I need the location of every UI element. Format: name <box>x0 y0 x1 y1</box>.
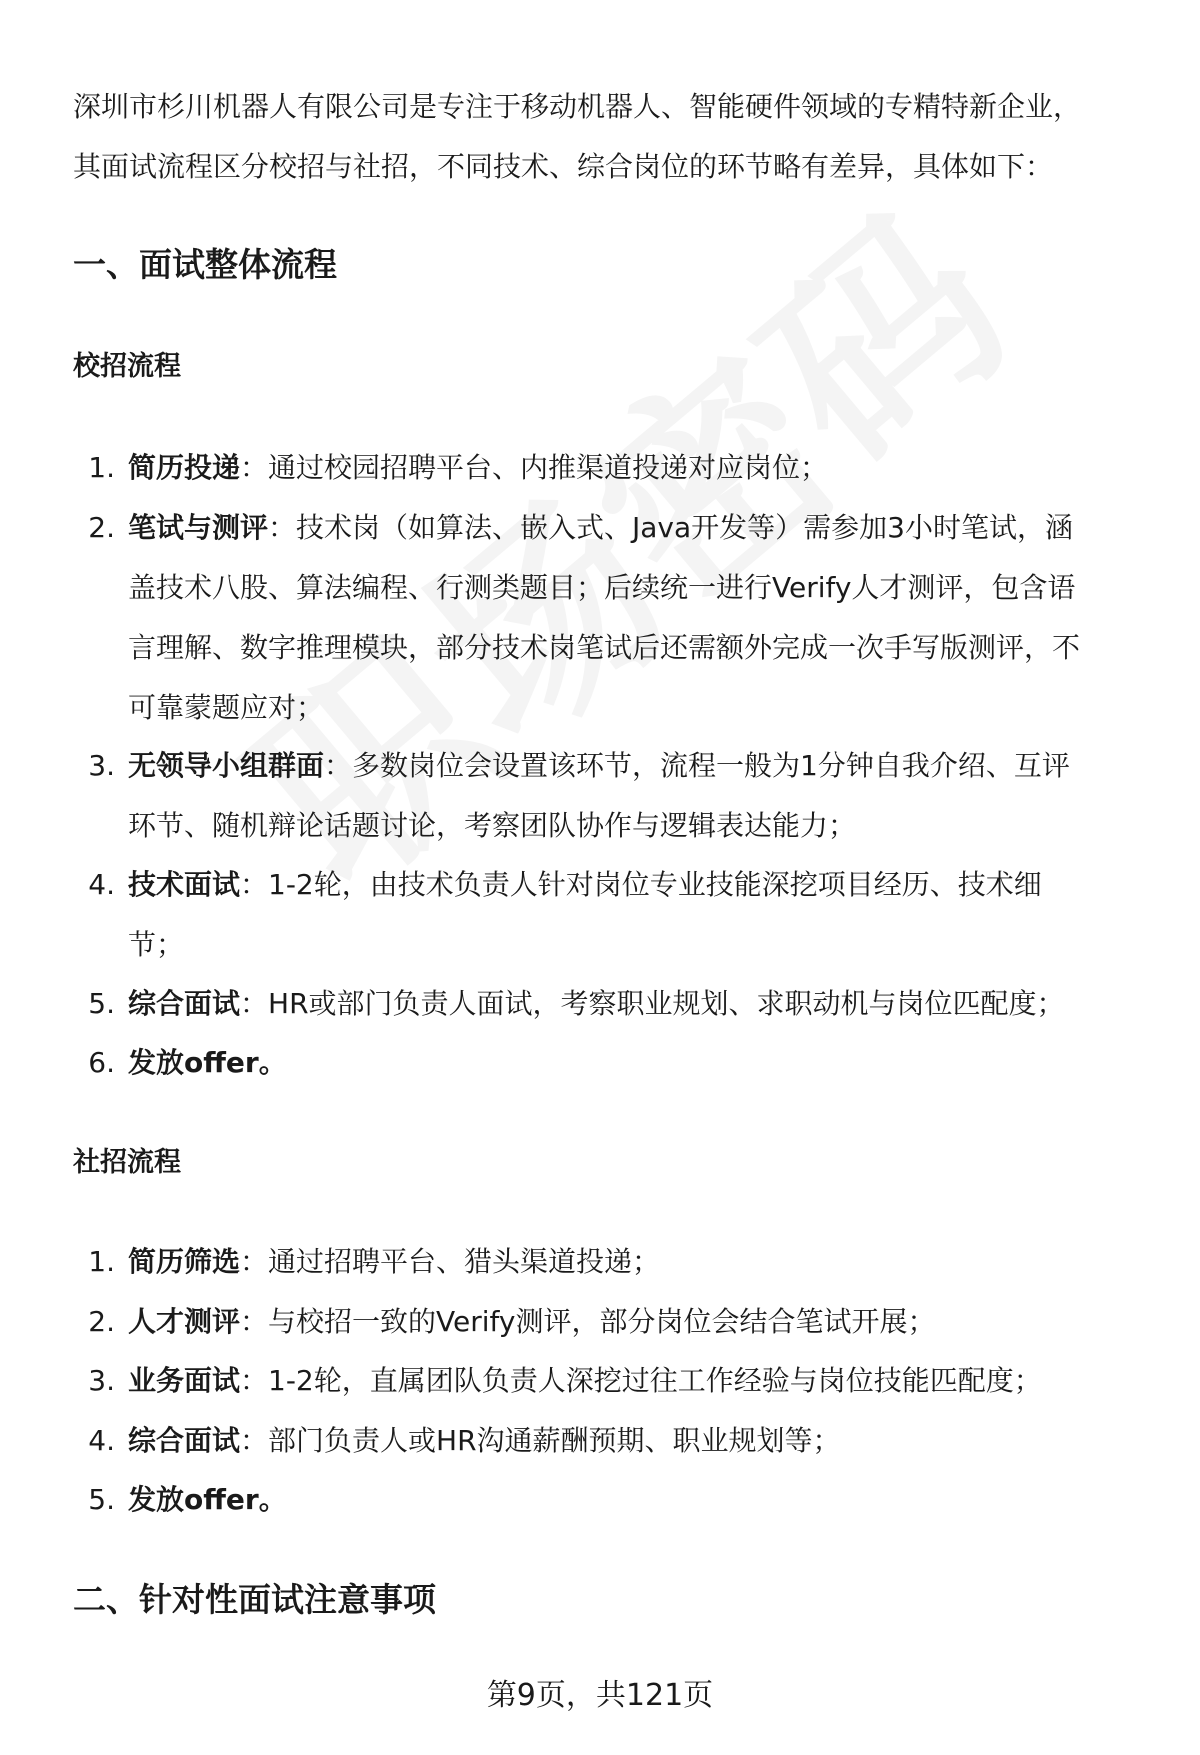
list-item <box>73 736 1070 856</box>
item-label: 技术面试 <box>128 867 241 901</box>
item-label: 笔试与测评 <box>128 510 269 544</box>
item-text: ：通过招聘平台、猎头渠道投递； <box>240 1245 661 1278</box>
section-heading-1: 一、面试整体流程 <box>73 245 337 284</box>
list-item <box>73 1292 935 1352</box>
item-number: 4. <box>88 1423 115 1457</box>
item-label: 人才测评 <box>128 1304 241 1338</box>
item-text: ：部门负责人或HR沟通薪酬预期、职业规划等； <box>240 1423 841 1457</box>
list-item <box>73 438 828 498</box>
item-text: 盖技术八股、算法编程、行测类题目；后续统一进行Verify人才测评，包含语 <box>128 570 1076 604</box>
list-item <box>73 498 1080 738</box>
item-text: ：技术岗（如算法、嵌入式、Java开发等）需参加3小时笔试，涵 <box>268 510 1073 544</box>
list-item <box>73 1351 1042 1411</box>
list-item <box>73 1470 287 1530</box>
social-title: 社招流程 <box>73 1147 181 1178</box>
intro-line: 深圳市杉川机器人有限公司是专注于移动机器人、智能硬件领域的专精特新企业， <box>73 90 1082 123</box>
item-number: 2. <box>88 510 115 544</box>
item-text: ：1-2轮，由技术负责人针对岗位专业技能深挖项目经历、技术细 <box>240 867 1042 901</box>
item-number: 6. <box>88 1046 115 1079</box>
item-label: 综合面试 <box>128 1423 241 1457</box>
intro-line: 其面试流程区分校招与社招，不同技术、综合岗位的环节略有差异，具体如下： <box>73 150 1054 183</box>
item-number: 1. <box>88 1245 115 1278</box>
item-number: 2. <box>88 1304 115 1338</box>
list-item <box>73 1411 841 1471</box>
list-item <box>73 974 1065 1034</box>
page-footer: 第9页，共121页 <box>486 1678 714 1713</box>
item-label: 简历筛选 <box>128 1245 241 1278</box>
item-number: 3. <box>88 1364 115 1397</box>
item-number: 1. <box>88 451 115 484</box>
item-number: 3. <box>88 748 115 782</box>
section-heading-2: 二、针对性面试注意事项 <box>73 1580 436 1619</box>
item-text: ：1-2轮，直属团队负责人深挖过往工作经验与岗位技能匹配度； <box>240 1364 1042 1397</box>
item-text: 可靠蒙题应对； <box>128 690 325 724</box>
item-label: 综合面试 <box>128 986 241 1020</box>
item-number: 5. <box>88 1483 115 1516</box>
list-item <box>73 855 1042 975</box>
item-number: 4. <box>88 867 115 901</box>
item-label: 发放offer。 <box>128 1483 287 1516</box>
list-item <box>73 1232 660 1292</box>
item-label: 简历投递 <box>128 451 241 484</box>
item-text: 环节、随机辩论话题讨论，考察团队协作与逻辑表达能力； <box>128 808 857 842</box>
list-item <box>73 1033 287 1093</box>
item-text: 节； <box>128 927 185 961</box>
item-label: 发放offer。 <box>128 1046 287 1079</box>
item-number: 5. <box>88 986 115 1020</box>
item-label: 无领导小组群面 <box>128 748 325 782</box>
item-text: ：通过校园招聘平台、内推渠道投递对应岗位； <box>240 451 829 484</box>
item-text: ：与校招一致的Verify测评，部分岗位会结合笔试开展； <box>240 1304 936 1338</box>
item-label: 业务面试 <box>128 1364 241 1397</box>
campus-title: 校招流程 <box>73 351 181 382</box>
item-text: ：HR或部门负责人面试，考察职业规划、求职动机与岗位匹配度； <box>240 986 1065 1020</box>
item-text: ：多数岗位会设置该环节，流程一般为1分钟自我介绍、互评 <box>324 748 1070 782</box>
item-text: 言理解、数字推理模块，部分技术岗笔试后还需额外完成一次手写版测评，不 <box>128 630 1081 664</box>
